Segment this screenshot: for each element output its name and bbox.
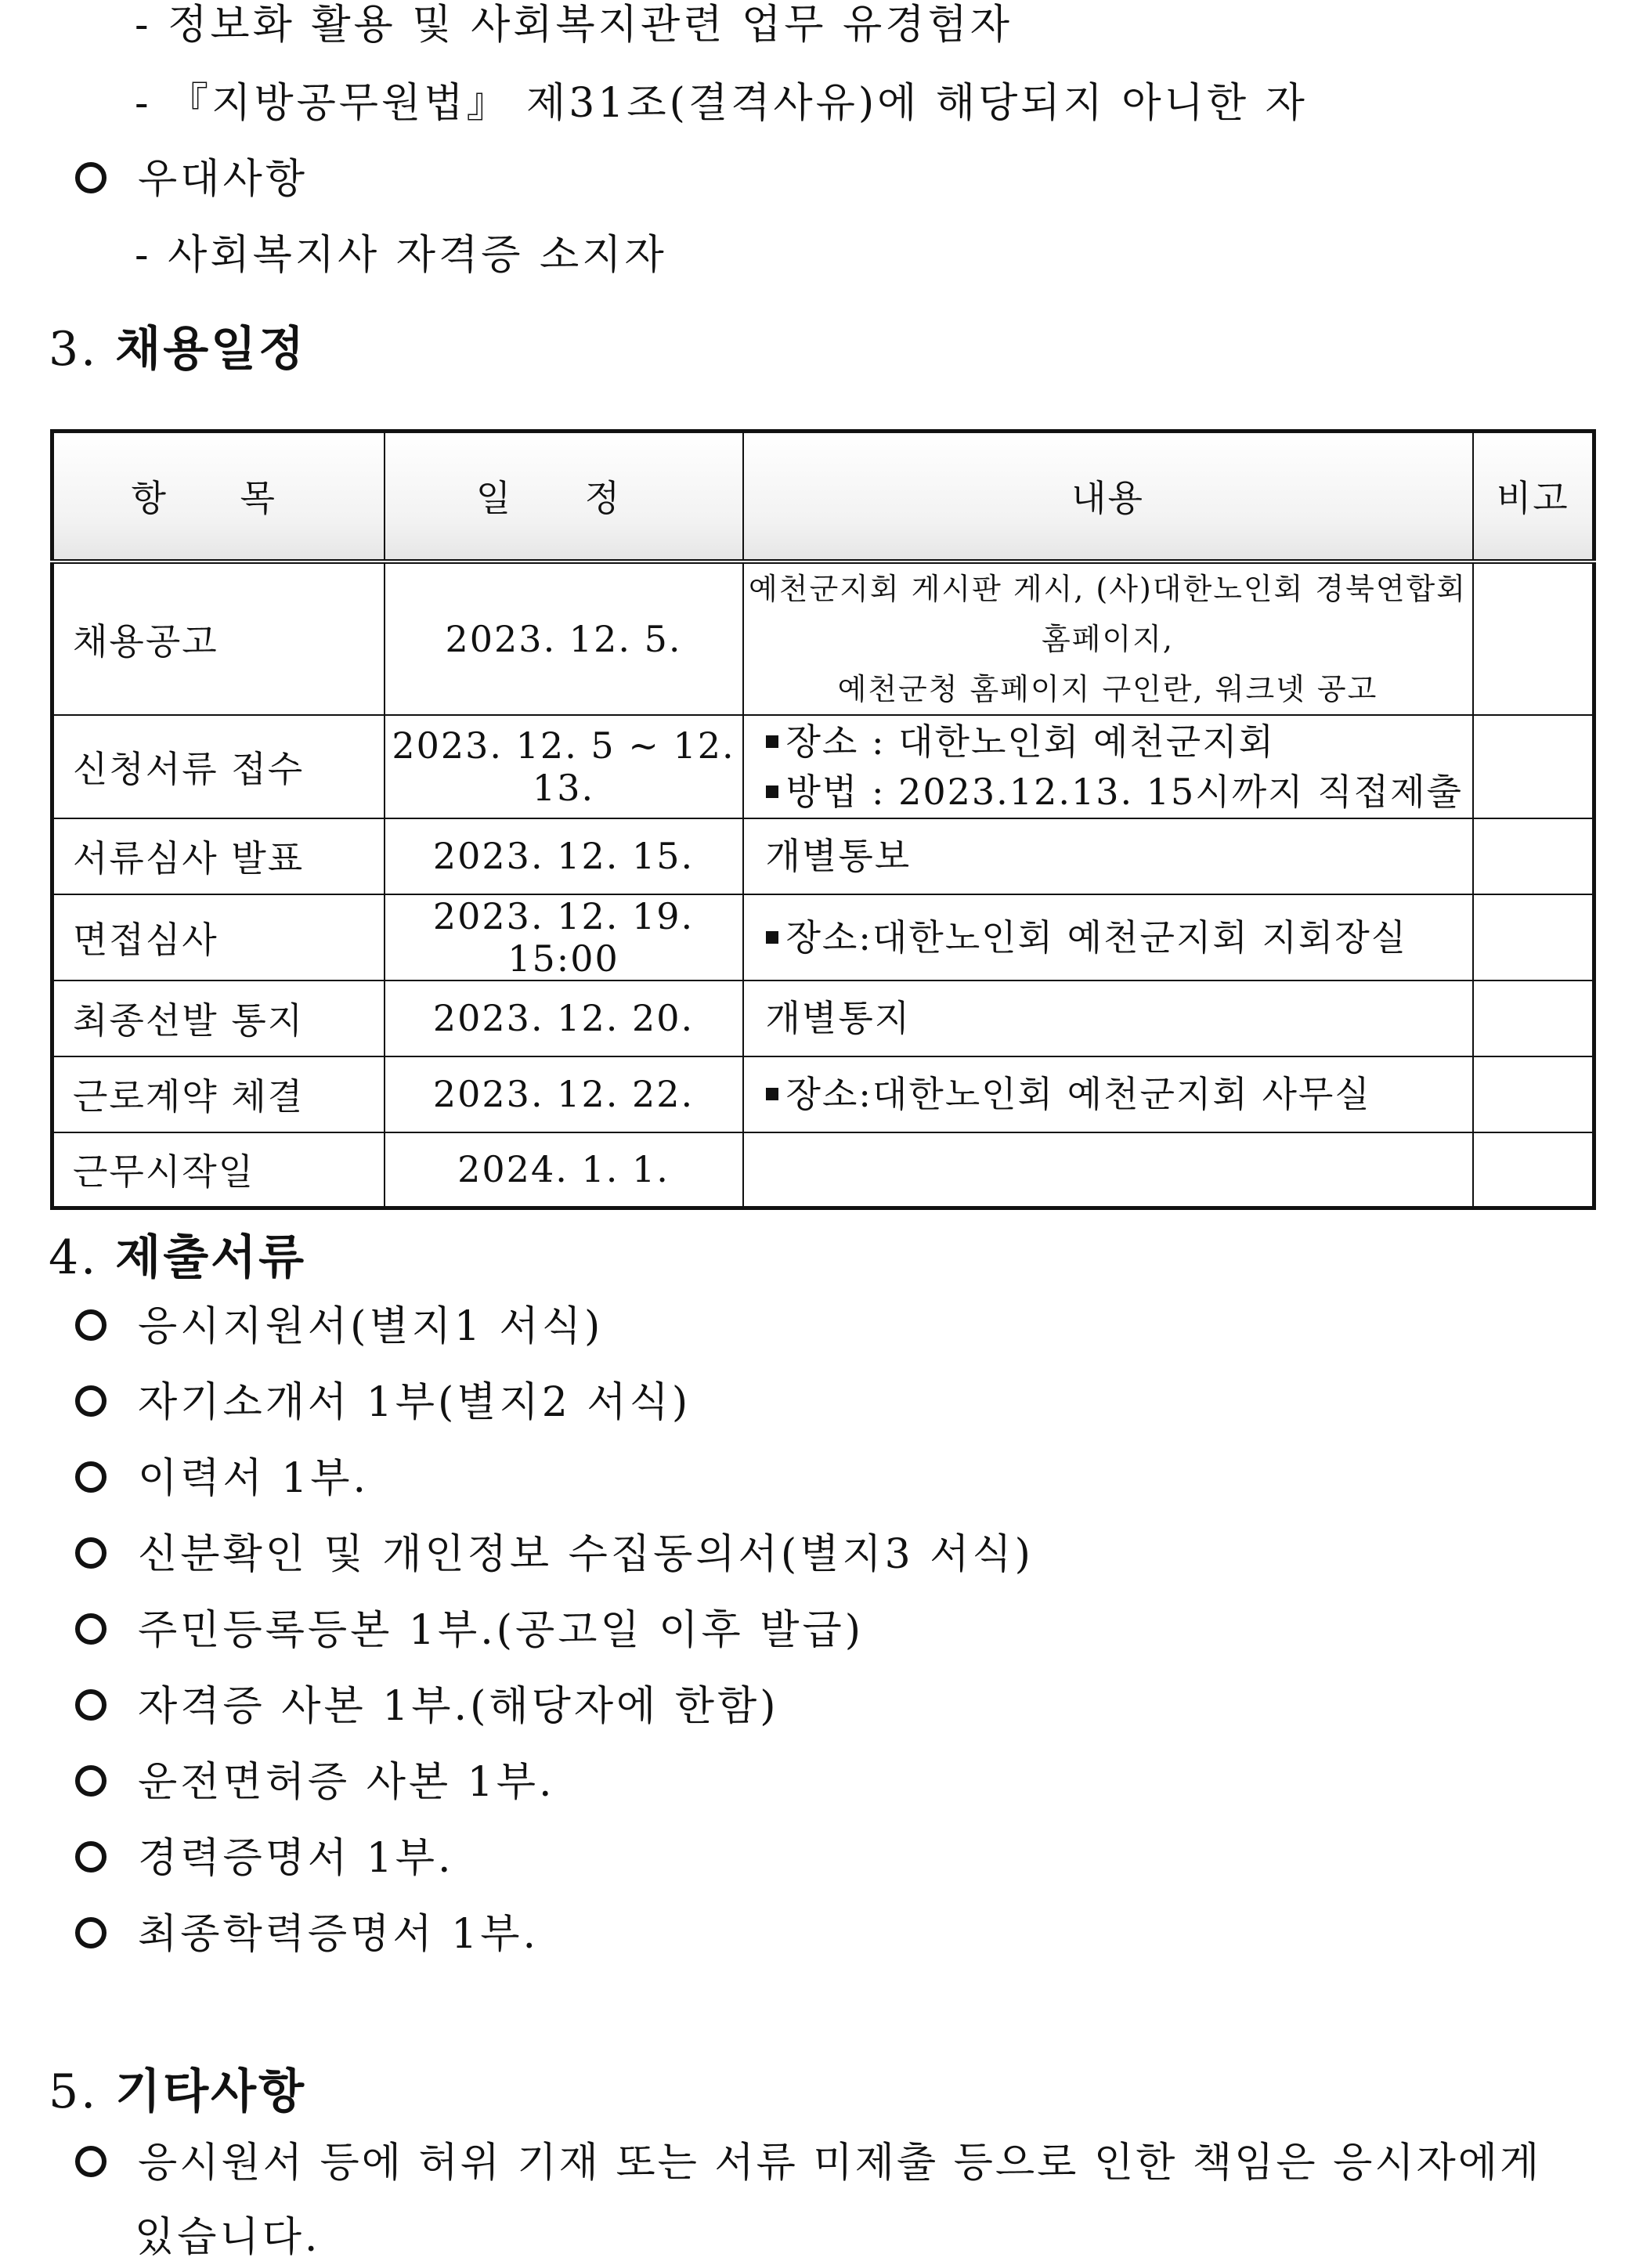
table-row bbox=[52, 818, 1594, 894]
circle-bullet-icon bbox=[75, 1461, 107, 1493]
preference-heading: 우대사항 bbox=[75, 154, 308, 204]
content-cell: 예천군지회 게시판 게시, (사)대한노인회 경북연합회 홈페이지, 예천군청 홈페이지 구인란, 워크넷 공고 bbox=[743, 562, 1473, 715]
requirement-line: - 『지방공무원법』 제31조(결격사유)에 해당되지 아니한 자 bbox=[135, 80, 1308, 127]
item-cell: 근로계약 체결 bbox=[52, 1056, 385, 1132]
circle-bullet-icon bbox=[75, 1385, 107, 1417]
square-bullet-icon bbox=[766, 785, 778, 798]
table-row bbox=[52, 981, 1594, 1056]
date-cell: 2024. 1. 1. bbox=[385, 1132, 743, 1208]
section-heading: 5. 기타사항 bbox=[49, 2064, 307, 2119]
note-cell bbox=[1473, 818, 1594, 894]
circle-bullet-icon bbox=[75, 2146, 107, 2177]
content-cell: 개별통지 bbox=[743, 981, 1473, 1056]
document-item: 응시지원서(별지1 서식) bbox=[75, 1302, 603, 1352]
item-cell: 채용공고 bbox=[52, 562, 385, 715]
content-cell: 개별통보 bbox=[743, 818, 1473, 894]
content-cell: 장소:대한노인회 예천군지회 사무실 bbox=[743, 1056, 1473, 1132]
preference-item: - 사회복지사 자격증 소지자 bbox=[135, 232, 667, 279]
square-bullet-icon bbox=[766, 931, 778, 944]
date-cell: 2023. 12. 19. 15:00 bbox=[385, 894, 743, 981]
table-row bbox=[52, 562, 1594, 715]
section-heading: 3. 채용일정 bbox=[49, 322, 307, 377]
date-cell: 2023. 12. 20. bbox=[385, 981, 743, 1056]
item-cell: 면접심사 bbox=[52, 894, 385, 981]
circle-bullet-icon bbox=[75, 1765, 107, 1797]
date-cell: 2023. 12. 22. bbox=[385, 1056, 743, 1132]
circle-bullet-icon bbox=[75, 1841, 107, 1873]
item-cell: 서류심사 발표 bbox=[52, 818, 385, 894]
table-row bbox=[52, 715, 1594, 818]
table-row bbox=[52, 894, 1594, 981]
item-cell: 최종선발 통지 bbox=[52, 981, 385, 1056]
table-header-row bbox=[52, 432, 1594, 562]
circle-bullet-icon bbox=[75, 162, 107, 193]
square-bullet-icon bbox=[766, 735, 778, 748]
document-item: 이력서 1부. bbox=[75, 1454, 369, 1504]
note-cell bbox=[1473, 1056, 1594, 1132]
date-cell: 2023. 12. 15. bbox=[385, 818, 743, 894]
section-heading: 4. 제출서류 bbox=[49, 1230, 307, 1285]
note-cell bbox=[1473, 1132, 1594, 1208]
header-cell: 항 목 bbox=[52, 432, 385, 562]
content-cell bbox=[743, 1132, 1473, 1208]
item-cell: 신청서류 접수 bbox=[52, 715, 385, 818]
requirement-line: - 정보화 활용 및 사회복지관련 업무 유경험자 bbox=[135, 2, 1013, 49]
square-bullet-icon bbox=[766, 1088, 778, 1100]
circle-bullet-icon bbox=[75, 1613, 107, 1645]
circle-bullet-icon bbox=[75, 1309, 107, 1341]
date-cell: 2023. 12. 5 ~ 12. 13. bbox=[385, 715, 743, 818]
schedule-table bbox=[50, 429, 1596, 1210]
table-row bbox=[52, 1056, 1594, 1132]
document-item: 주민등록등본 1부.(공고일 이후 발급) bbox=[75, 1605, 864, 1656]
document-item: 자격증 사본 1부.(해당자에 한함) bbox=[75, 1681, 779, 1732]
header-cell: 내용 bbox=[743, 432, 1473, 562]
document-item: 운전면허증 사본 1부. bbox=[75, 1757, 555, 1808]
header-cell: 일 정 bbox=[385, 432, 743, 562]
table-row bbox=[52, 1132, 1594, 1208]
document-item: 경력증명서 1부. bbox=[75, 1833, 454, 1883]
circle-bullet-icon bbox=[75, 1689, 107, 1721]
date-cell: 2023. 12. 5. bbox=[385, 562, 743, 715]
note-cell bbox=[1473, 981, 1594, 1056]
document-item: 최종학력증명서 1부. bbox=[75, 1909, 539, 1959]
item-cell: 근무시작일 bbox=[52, 1132, 385, 1208]
note-cell bbox=[1473, 894, 1594, 981]
content-cell: 장소 : 대한노인회 예천군지회 방법 : 2023.12.13. 15시까지 직접제출 bbox=[743, 715, 1473, 818]
document-item: 자기소개서 1부(별지2 서식) bbox=[75, 1378, 691, 1428]
note-cell bbox=[1473, 562, 1594, 715]
circle-bullet-icon bbox=[75, 1537, 107, 1569]
notice-item: 응시원서 등에 허위 기재 또는 서류 미제출 등으로 인한 책임은 응시자에게 bbox=[75, 2138, 1541, 2188]
document-item: 신분확인 및 개인정보 수집동의서(별지3 서식) bbox=[75, 1529, 1034, 1580]
note-cell bbox=[1473, 715, 1594, 818]
header-cell: 비고 bbox=[1473, 432, 1594, 562]
content-cell: 장소:대한노인회 예천군지회 지회장실 bbox=[743, 894, 1473, 981]
notice-item-continuation: 있습니다. bbox=[135, 2214, 321, 2261]
circle-bullet-icon bbox=[75, 1917, 107, 1948]
